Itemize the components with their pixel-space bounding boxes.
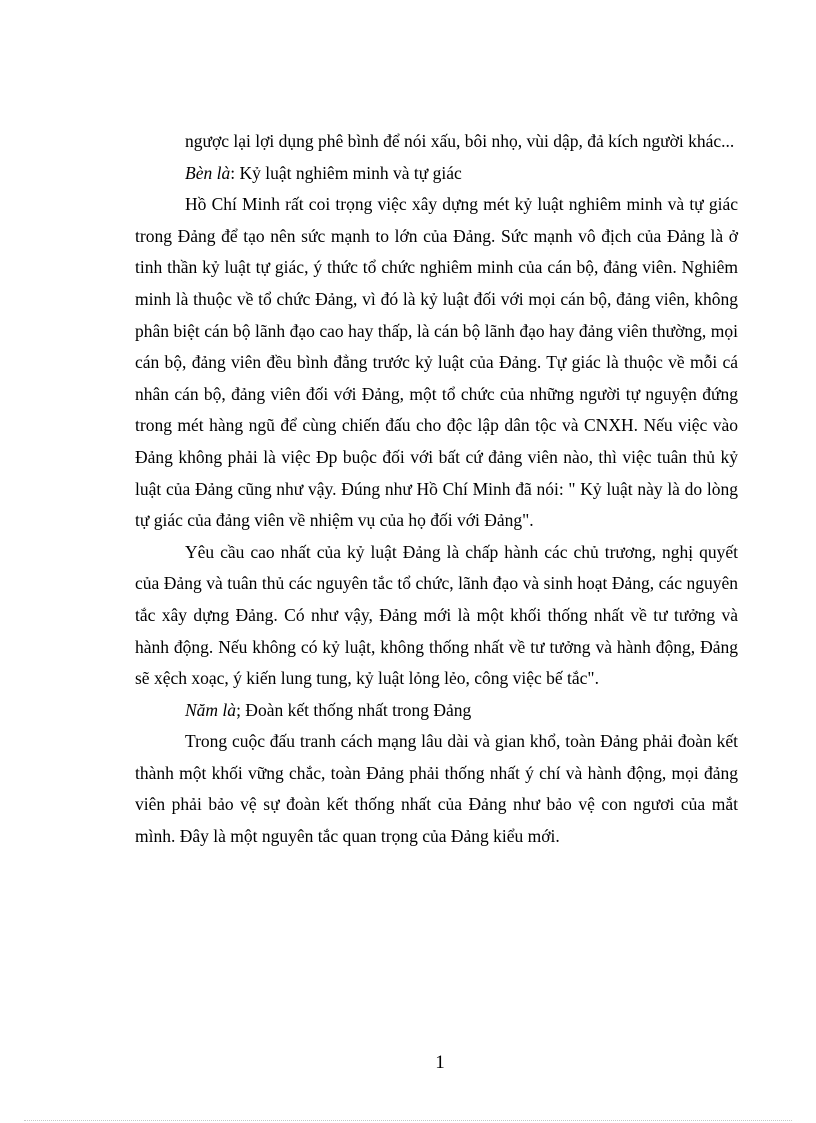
section-heading-text: : Kỷ luật nghiêm minh và tự giác — [230, 162, 462, 183]
paragraph-continuation: ngược lại lợi dụng phê bình để nói xấu, bôi nhọ, vùi dập, đả kích người khác... — [185, 131, 735, 151]
page-number: 1 — [435, 1052, 445, 1073]
paragraph-yeu-cau: Yêu cầu cao nhất của kỷ luật Đảng là chấp hành các chủ trương, nghị quyết của Đảng và tuân thủ các nguyên tắc tổ chức, lãnh đạo và sinh hoạt Đảng, các nguyên tắc xây dựng Đảng. Có như vậy, Đảng mới là một khối thống nhất về tư tưởng và hành động. Nếu không có kỷ luật, không thống nhất về tư tưởng và hành động, Đảng sẽ xệch xoạc, ý kiến lung tung, kỷ luật lỏng lẻo, công việc bế tắc". — [135, 541, 738, 689]
paragraph-ky-luat: Hồ Chí Minh rất coi trọng việc xây dựng mét kỷ luật nghiêm minh và tự giác trong Đảng để tạo nên sức mạnh to lớn của Đảng. Sức mạnh vô địch của Đảng là ở tinh thần kỷ luật tự giác, ý thức tổ chức nghiêm minh của cán bộ, đảng viên. Nghiêm minh là thuộc về tổ chức Đảng, vì đó là kỷ luật đối với mọi cán bộ, đảng viên, không phân biệt cán bộ lãnh đạo cao hay thấp, là cán bộ lãnh đạo hay đảng viên thường, mọi cán bộ, đảng viên đều bình đẳng trước kỷ luật của Đảng. Tự giác là thuộc về mỗi cá nhân cán bộ, đảng viên đối với Đảng, một tổ chức của những người tự nguyện đứng trong mét hàng ngũ để cùng chiến đấu cho độc lập dân tộc và CNXH. Nếu việc vào Đảng không phải là việc Ðp buộc đối với bất cứ đảng viên nào, thì việc tuân thủ kỷ luật của Đảng cũng như vậy. Đúng như Hồ Chí Minh đã nói: " Kỷ luật này là do lòng tự giác của đảng viên về nhiệm vụ của họ đối với Đảng". — [135, 194, 738, 531]
section-heading-label: Năm là — [185, 699, 237, 720]
section-heading-text: ; Đoàn kết thống nhất trong Đảng — [236, 699, 472, 720]
document-body — [135, 126, 738, 853]
section-heading-nam-la — [135, 695, 738, 727]
section-heading-label: Bèn là — [185, 162, 231, 183]
paragraph-doan-ket: Trong cuộc đấu tranh cách mạng lâu dài và gian khổ, toàn Đảng phải đoàn kết thành một khối vững chắc, toàn Đảng phải thống nhất ý chí và hành động, mọi đảng viên phải bảo vệ sự đoàn kết thống nhất của Đảng như bảo vệ con ngươi của mắt mình. Đây là một nguyên tắc quan trọng của Đảng kiểu mới. — [135, 731, 738, 847]
page-bottom-divider — [24, 1120, 792, 1121]
section-heading-ben-la — [135, 158, 738, 190]
